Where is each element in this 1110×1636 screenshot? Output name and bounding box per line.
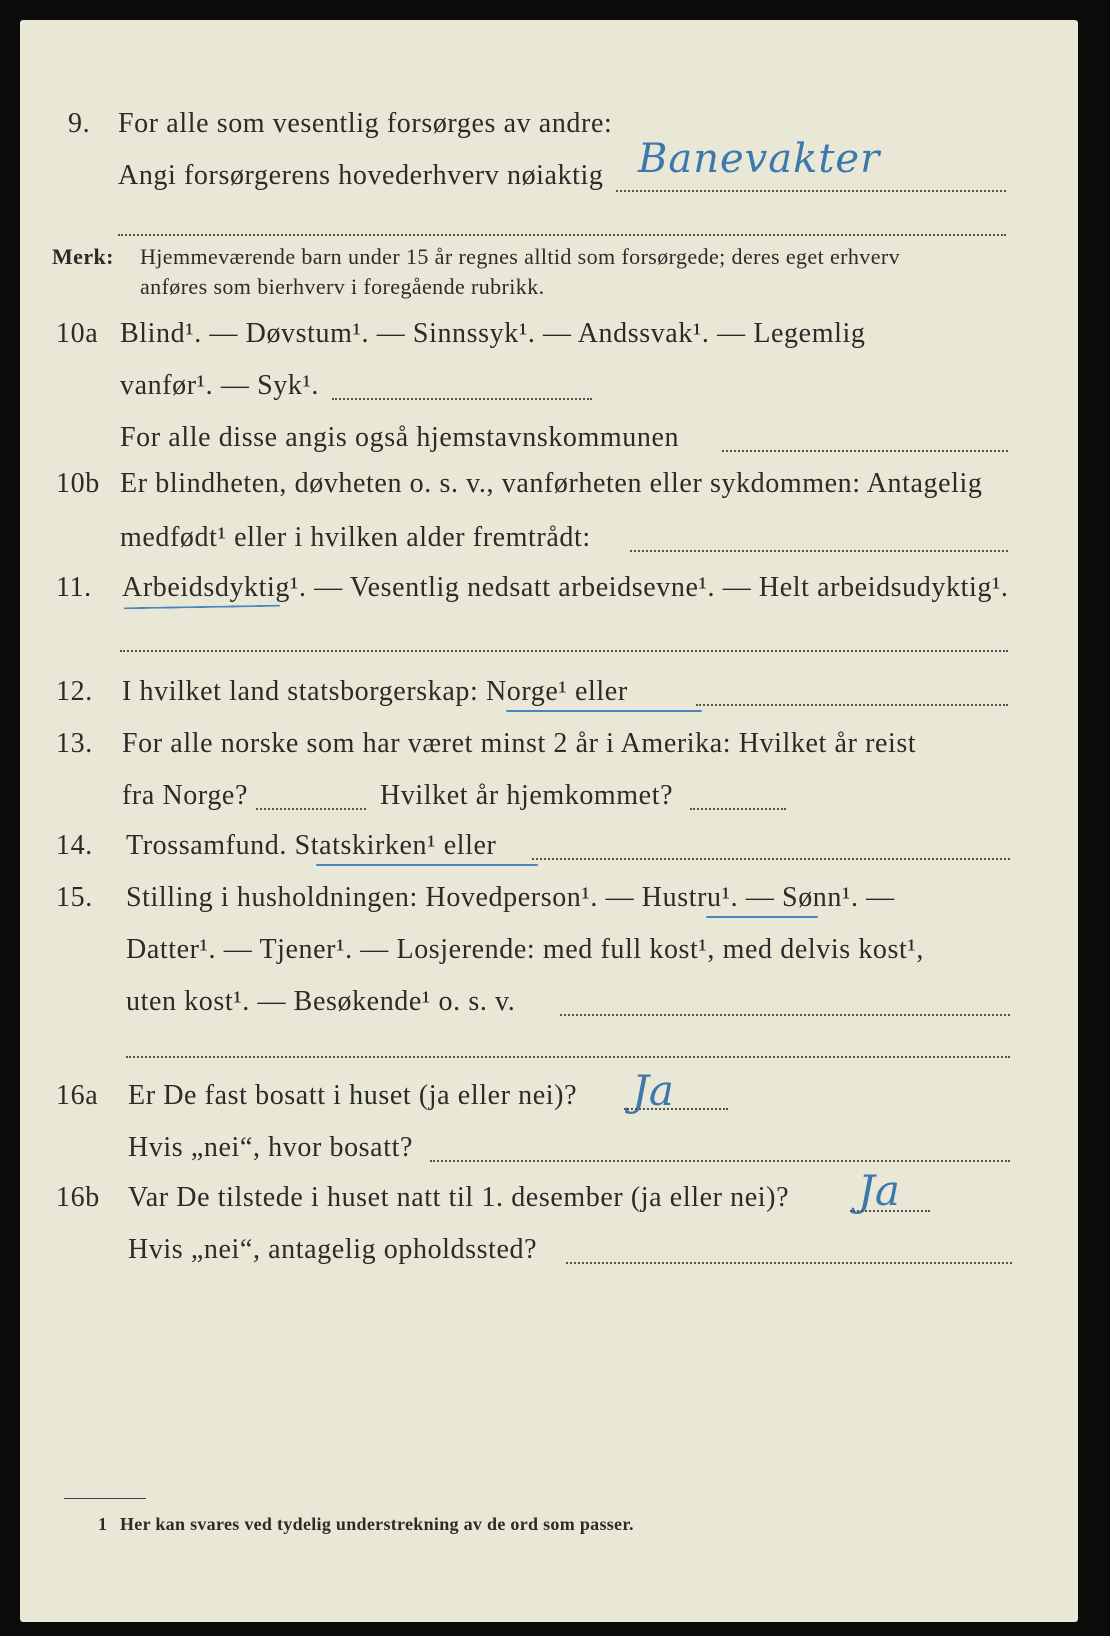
q16b-line1: Var De tilstede i huset natt til 1. desember (ja eller nei)? bbox=[128, 1182, 790, 1213]
q13-year-returned-blank bbox=[690, 808, 786, 810]
q16a-handwritten-answer: Ja bbox=[632, 1066, 674, 1115]
q11-underline-arbeidsdyktig bbox=[124, 605, 280, 610]
note-line2: anføres som bierhverv i foregående rubrikk. bbox=[140, 274, 545, 299]
q15-line2: Datter¹. — Tjener¹. — Losjerende: med full kost¹, med delvis kost¹, bbox=[126, 934, 924, 965]
footnote-text: Her kan svares ved tydelig understrekning av de ord som passer. bbox=[120, 1514, 634, 1534]
q16b-line2: Hvis „nei“, antagelig opholdssted? bbox=[128, 1234, 538, 1265]
footnote-mark: 1 bbox=[98, 1514, 108, 1534]
q13-line1: For alle norske som har været minst 2 år i Amerika: Hvilket år reist bbox=[122, 728, 917, 759]
q10a-number: 10a bbox=[56, 318, 99, 349]
q10a-line3: For alle disse angis også hjemstavnskommunen bbox=[120, 422, 680, 453]
q16b-handwritten-answer: Ja bbox=[858, 1166, 900, 1215]
q16a-answer-line bbox=[624, 1108, 728, 1110]
q12-underline-norge bbox=[506, 710, 702, 712]
q14-blank bbox=[532, 858, 1010, 860]
q10b-line2-blank bbox=[630, 550, 1008, 552]
q14-underline-statskirken bbox=[316, 864, 538, 866]
census-form-page bbox=[20, 20, 1078, 1622]
q9-extra-line bbox=[118, 234, 1006, 236]
q16b-line2-blank bbox=[566, 1262, 1012, 1264]
note-line1: Hjemmeværende barn under 15 år regnes alltid som forsørgede; deres eget erhverv bbox=[140, 244, 900, 269]
q11-extra-line bbox=[120, 650, 1008, 652]
q15-number: 15. bbox=[56, 882, 93, 913]
q13-line2b: Hvilket år hjemkommet? bbox=[380, 780, 674, 811]
q12-line1: I hvilket land statsborgerskap: Norge¹ eller bbox=[122, 676, 628, 707]
q10a-line2-blank bbox=[332, 398, 592, 400]
q15-line3: uten kost¹. — Besøkende¹ o. s. v. bbox=[126, 986, 516, 1017]
q13-number: 13. bbox=[56, 728, 93, 759]
footnote-rule bbox=[64, 1498, 146, 1499]
q16b-answer-line bbox=[850, 1210, 930, 1212]
q10a-line2: vanfør¹. — Syk¹. bbox=[120, 370, 320, 401]
q15-extra-line bbox=[126, 1056, 1010, 1058]
q16b-number: 16b bbox=[56, 1182, 100, 1213]
q9-line1: For alle som vesentlig forsørges av andre: bbox=[118, 108, 613, 139]
q13-line2a: fra Norge? bbox=[122, 780, 248, 811]
q16a-number: 16a bbox=[56, 1080, 99, 1111]
q14-line1: Trossamfund. Statskirken¹ eller bbox=[126, 830, 497, 861]
q15-underline-hustru bbox=[706, 916, 818, 918]
q10a-line3-blank bbox=[722, 450, 1008, 452]
q10b-line2: medfødt¹ eller i hvilken alder fremtrådt: bbox=[120, 522, 591, 553]
q9-number: 9. bbox=[68, 108, 91, 139]
q16a-line1: Er De fast bosatt i huset (ja eller nei)? bbox=[128, 1080, 578, 1111]
q15-line1: Stilling i husholdningen: Hovedperson¹. — Hustru¹. — Sønn¹. — bbox=[126, 882, 895, 913]
q12-blank bbox=[696, 704, 1008, 706]
q10b-number: 10b bbox=[56, 468, 100, 499]
q16a-line2: Hvis „nei“, hvor bosatt? bbox=[128, 1132, 413, 1163]
q10a-line1: Blind¹. — Døvstum¹. — Sinnssyk¹. — Andssvak¹. — Legemlig bbox=[120, 318, 866, 349]
q16a-line2-blank bbox=[430, 1160, 1010, 1162]
q10b-line1: Er blindheten, døvheten o. s. v., vanførheten eller sykdommen: Antagelig bbox=[120, 468, 983, 499]
q9-line2: Angi forsørgerens hovederhverv nøiaktig bbox=[118, 160, 604, 191]
q9-answer-line bbox=[616, 190, 1006, 192]
q14-number: 14. bbox=[56, 830, 93, 861]
q9-handwritten-answer: Banevakter bbox=[638, 136, 881, 182]
q15-line3-blank bbox=[560, 1014, 1010, 1016]
q11-line1: Arbeidsdyktig¹. — Vesentlig nedsatt arbeidsevne¹. — Helt arbeidsudyktig¹. bbox=[122, 572, 1009, 603]
q12-number: 12. bbox=[56, 676, 93, 707]
note-label: Merk: bbox=[52, 244, 114, 269]
q11-number: 11. bbox=[56, 572, 92, 603]
q13-year-left-blank bbox=[256, 808, 366, 810]
